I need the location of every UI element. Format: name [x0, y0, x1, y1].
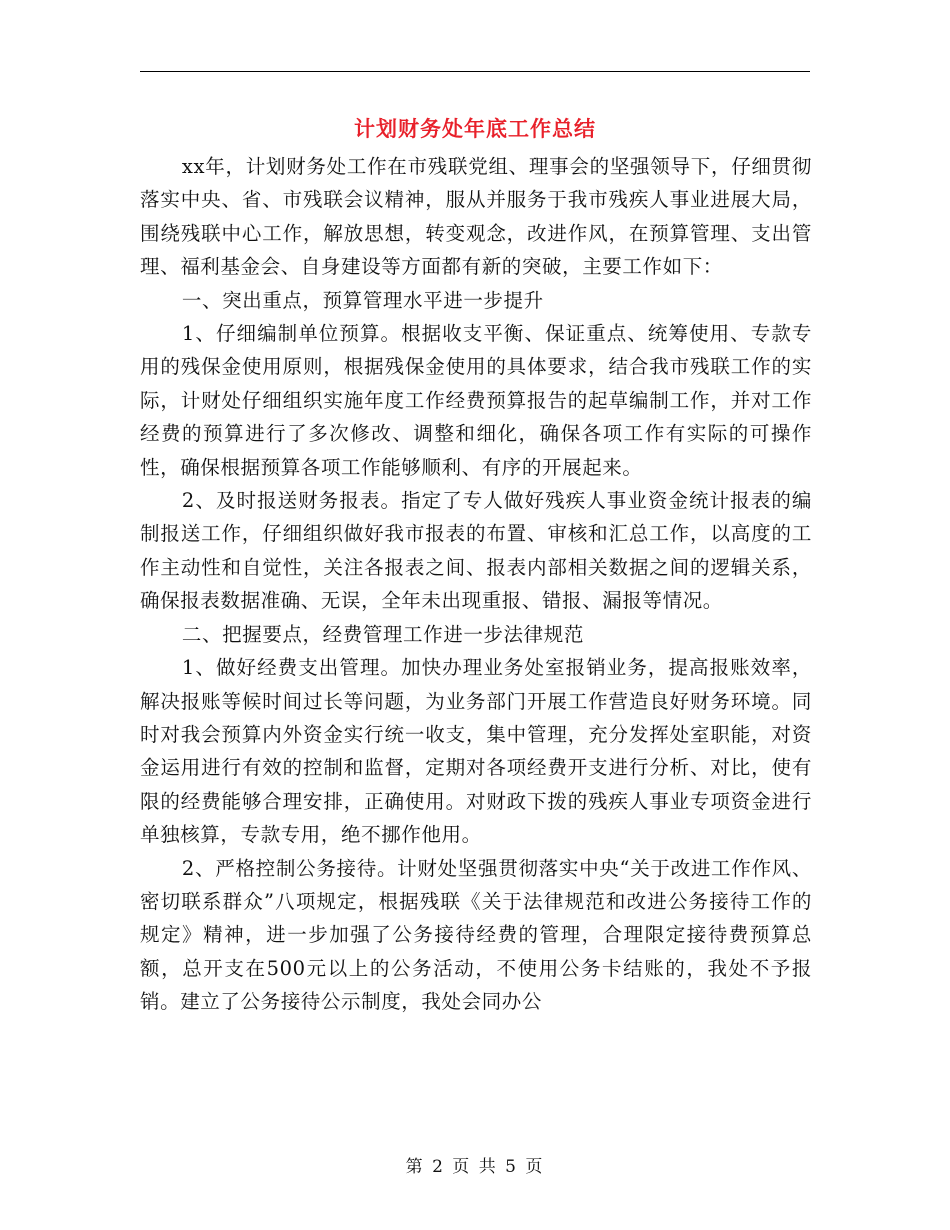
paragraph-intro: xx年，计划财务处工作在市残联党组、理事会的坚强领导下，仔细贯彻落实中央、省、市残联会议精神，服从并服务于我市残疾人事业进展大局，围绕残联中心工作，解放思想，转变观念，改进作风，在预算管理、支出管理、福利基金会、自身建设等方面都有新的突破，主要工作如下： — [140, 155, 812, 279]
page-footer: 第 2 页 共 5 页 — [405, 1157, 545, 1177]
paragraph-reception: 2、严格控制公务接待。计财处坚强贯彻落实中央“关于改进工作作风、密切联系群众”八项规定，根据残联《关于法律规范和改进公务接待工作的规定》精神，进一步加强了公务接待经费的管理，合理限定接待费预算总额，总开支在500元以上的公务活动，不使用公务卡结账的，我处不予报销。建立了公务接待公示制度，我处会同办公 — [140, 856, 812, 1014]
paragraph-budget: 1、仔细编制单位预算。根据收支平衡、保证重点、统筹使用、专款专用的残保金使用原则，根据残保金使用的具体要求，结合我市残联工作的实际，计财处仔细组织实施年度工作经费预算报告的起草编制工作，并对工作经费的预算进行了多次修改、调整和细化，确保各项工作有实际的可操作性，确保根据预算各项工作能够顺利、有序的开展起来。 — [140, 322, 812, 479]
paragraph-expenditure: 1、做好经费支出管理。加快办理业务处室报销业务，提高报账效率，解决报账等候时间过长等问题，为业务部门开展工作营造良好财务环境。同时对我会预算内外资金实行统一收支，集中管理，充分发挥处室职能，对资金运用进行有效的控制和监督，定期对各项经费开支进行分析、对比，使有限的经费能够合理安排，正确使用。对财政下拨的残疾人事业专项资金进行单独核算，专款专用，绝不挪作他用。 — [140, 656, 812, 847]
document-title: 计划财务处年底工作总结 — [354, 116, 596, 141]
section-heading-2: 二、把握要点，经费管理工作进一步法律规范 — [181, 622, 584, 646]
paragraph-reports: 2、及时报送财务报表。指定了专人做好残疾人事业资金统计报表的编制报送工作，仔细组织做好我市报表的布置、审核和汇总工作，以高度的工作主动性和自觉性，关注各报表之间、报表内部相关数据之间的逻辑关系，确保报表数据准确、无误，全年未出现重报、错报、漏报等情况。 — [140, 489, 812, 613]
header-rule — [140, 71, 810, 72]
section-heading-1: 一、突出重点，预算管理水平进一步提升 — [181, 288, 544, 312]
document-body — [140, 150, 812, 1019]
